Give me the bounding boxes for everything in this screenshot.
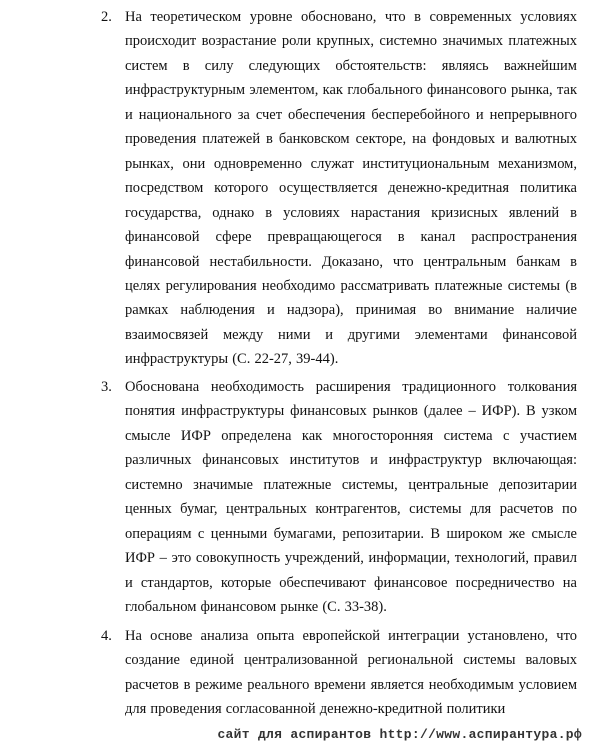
list-item-number: 2. — [101, 9, 112, 25]
list-item-number: 3. — [101, 379, 112, 395]
footer-site-text: сайт для аспирантов http://www.аспирантура.рф — [217, 727, 582, 742]
page-footer — [0, 725, 600, 750]
list-item-text: На теоретическом уровне обосновано, что в современных условиях происходит возрастание роли крупных, системно значимых платежных систем в силу следующих обстоятельств: являясь важнейшим инфраструктурным элементом, как глобального финансового рынка, так и национального за счет обеспечения бесперебойного и непрерывного проведения платежей в банковском секторе, на фондовых и валютных рынках, они одновременно служат институциональным механизмом, посредством которого осуществляется денежно-кредитная политика государства, однако в условиях нарастания кризисных явлений в финансовой сфере превращающегося в канал распространения финансовой нестабильности. Доказано, что центральным банкам в целях регулирования необходимо рассматривать платежные системы (в рамках наблюдения и надзора), принимая во внимание наличие взаимосвязей между ними и другими элементами финансовой инфраструктуры (С. 22-27, 39-44). — [125, 9, 577, 368]
list-item-text: Обоснована необходимость расширения традиционного толкования понятия инфраструктуры финансовых рынков (далее – ИФР). В узком смысле ИФР определена как многосторонняя система с участием различных финансовых институтов и инфраструктур включающая: системно значимые платежные системы, центральные депозитарии ценных бумаг, центральных контрагентов, системы для расчетов по операциям с ценными бумагами, репозитарии. В широком же смысле ИФР – это совокупность учреждений, информации, технологий, правил и стандартов, которые обеспечивают финансовое посредничество на глобальном финансовом рынке (С. 33-38). — [125, 379, 577, 616]
list-item-text: На основе анализа опыта европейской интеграции установлено, что создание единой централизованной региональной системы валовых расчетов в режиме реального времени является необходимым условием для проведения согласованной денежно-кредитной политики — [125, 628, 577, 718]
list-item-number: 4. — [101, 628, 112, 644]
